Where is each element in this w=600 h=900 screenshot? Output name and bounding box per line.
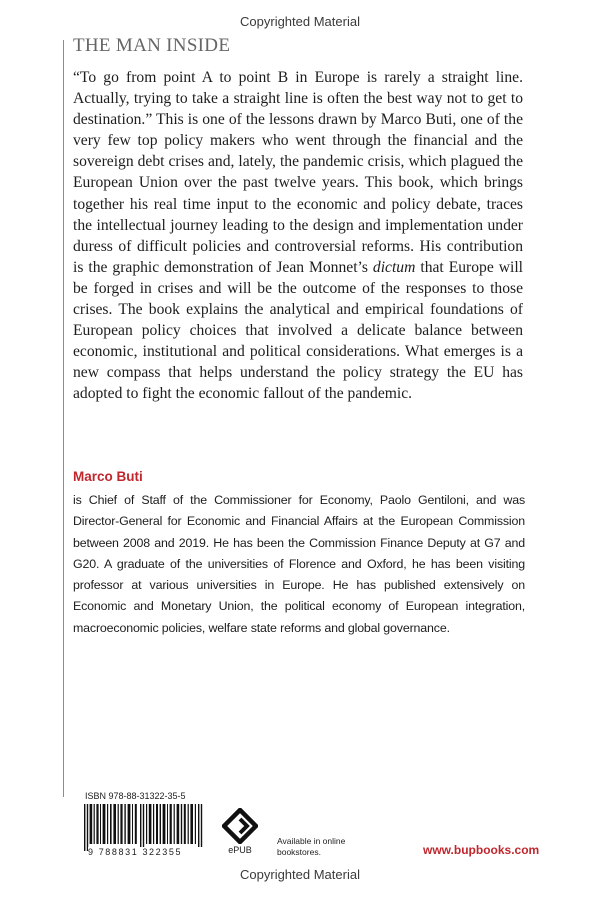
vertical-rule (63, 40, 64, 797)
copyright-watermark-top: Copyrighted Material (240, 14, 360, 29)
author-bio: is Chief of Staff of the Commissioner for Economy, Paolo Gentiloni, and was Director-General for Economic and Financial Affairs at the European Commission between 2008 and 2019. He has been the Commission Finance Deputy at G7 and G20. A graduate of the universities of Florence and Oxford, he has been visiting professor at various universities in Europe. He has published extensively on Economic and Monetary Union, the political economy of European integration, macroeconomic policies, welfare state reforms and global governance. (73, 493, 525, 635)
epub-logo-icon (222, 808, 258, 844)
epub-label: ePUB (228, 845, 252, 855)
section-title: THE MAN INSIDE (73, 35, 231, 56)
publisher-website[interactable]: www.bupbooks.com (423, 843, 540, 857)
availability-text: Available in online bookstores. (277, 836, 346, 857)
description-emphasis: dictum (372, 258, 416, 276)
isbn-label: ISBN 978-88-31322-35-5 (85, 791, 186, 801)
author-name: Marco Buti (73, 469, 143, 484)
barcode-digits: 9 788831 322355 (88, 847, 206, 857)
barcode (84, 804, 204, 851)
description-text-1: “To go from point A to point B in Europe is rarely a straight line. Actually, trying to take a straight line is often the best way not to get to destination.” This is one of the lessons drawn by Marco Buti, one of the very few top policy makers who went through the financial and the sovereign debt crises and, lately, the pandemic crisis, which plagued the European Union over the past twelve years. This book, which brings together his real time input to the economic and policy debate, traces the intellectual journey leading to the design and implementation under duress of difficult policies and controversial reforms. His contribution is the graphic demonstration of Jean Monnet’s (73, 69, 523, 276)
description-text-2: that Europe will be forged in crises and will be the outcome of the responses to those crises. The book explains the analytical and empirical foundations of European policy choices that involved a delicate balance between economic, institutional and political considerations. What emerges is a new compass that helps understand the policy strategy the EU has adopted to fight the economic fallout of the pandemic. (73, 258, 523, 403)
book-description (73, 67, 523, 405)
copyright-watermark-bottom: Copyrighted Material (240, 867, 360, 882)
